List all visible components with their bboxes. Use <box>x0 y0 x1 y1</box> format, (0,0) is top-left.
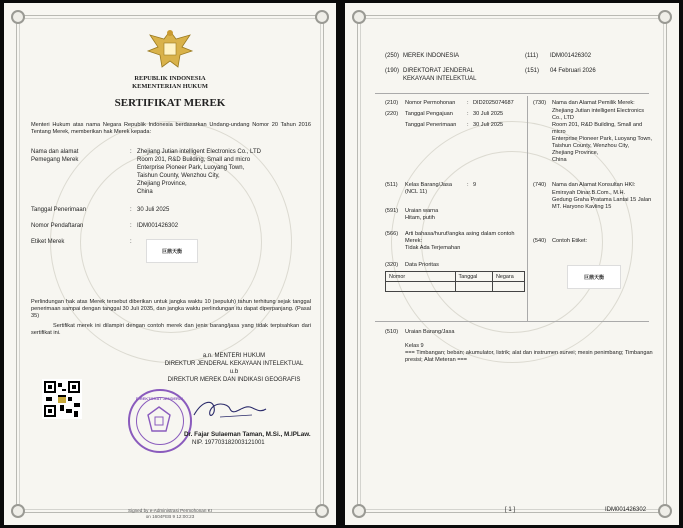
application-number-label: Nomor Permohonan <box>405 100 456 106</box>
mark-label: Etiket Merek <box>31 239 65 245</box>
translation-value: Tidak Ada Terjemahan <box>405 245 461 251</box>
colon: : <box>467 100 469 106</box>
colon: : <box>467 111 469 117</box>
owner-label: Nama dan alamat <box>31 149 79 155</box>
class-edition: (NCL 11) <box>405 189 428 195</box>
field-code: (210) <box>385 100 399 106</box>
field-code: (740) <box>533 182 547 188</box>
owner-line: Zhejiang Province, <box>137 181 187 187</box>
sample-label: Contoh Etiket: <box>552 238 588 244</box>
field-code: (511) <box>385 182 398 188</box>
owner-line: Co., LTD <box>552 115 574 121</box>
owner-line: Taishun County, Wenzhou City, <box>552 143 630 149</box>
corner-ornament <box>352 504 366 518</box>
field-code: (566) <box>385 231 399 237</box>
header-ministry: KEMENTERIAN HUKUM <box>132 83 208 90</box>
table-row <box>386 272 525 282</box>
header-republic: REPUBLIK INDONESIA <box>134 75 206 82</box>
corner-ornament <box>11 10 25 24</box>
owner-line: micro <box>552 129 566 135</box>
goods-class: Kelas 9 <box>405 343 424 349</box>
field-code: (220) <box>385 111 399 117</box>
page-number: [ 1 ] <box>505 507 516 513</box>
filing-date: 30 Juli 2025 <box>473 111 504 117</box>
application-number: DID2025074687 <box>473 100 514 106</box>
consultant-line: Gedung Graha Pratama Lantai 15 Jalan <box>552 197 652 203</box>
official-stamp <box>128 389 192 453</box>
class-value: 9 <box>473 182 477 188</box>
corner-ornament <box>658 504 672 518</box>
footer-signed-date: on 1604FEB 9 12:00:23 <box>145 514 195 519</box>
colon: : <box>467 182 469 188</box>
translation-label: Arti bahasa/huruf/angka asing dalam contoh <box>405 231 515 237</box>
consultant-line: MT. Haryono Kavling 15 <box>552 204 612 210</box>
owner-line: China <box>552 157 567 163</box>
colon: : <box>467 122 469 128</box>
footer-registration-number: IDM001426302 <box>605 507 647 513</box>
registration-label: Nomor Pendaftaran <box>31 223 84 229</box>
corner-ornament <box>352 10 366 24</box>
field-code: (540) <box>533 238 547 244</box>
signatory-line: u.b <box>229 369 239 375</box>
protection-text: Perlindungan hak atas Merek tersebut diberikan untuk jangka waktu 10 (sepuluh) tahun terhitung sejak tanggal penerimaan sampai dengan tanggal 30 Juli 2035, dan jangka waktu perlindungan itu dapat diperpanjang. (Pasal 35) <box>31 299 311 319</box>
divider <box>375 321 649 322</box>
divider <box>375 93 649 94</box>
field-code: (510) <box>385 329 399 335</box>
goods-label: Uraian Barang/Jasa <box>405 329 455 335</box>
signer-name: Dr. Fajar Sulaeman Taman, M.Si., M.IPLaw. <box>184 431 311 438</box>
signatory-line: a.n. MENTERI HUKUM <box>202 353 266 359</box>
qr-code-icon <box>42 379 82 419</box>
signer-nip: NIP. 197703182003121001 <box>192 440 265 446</box>
field-code: (730) <box>533 100 547 106</box>
colon: : <box>130 223 132 229</box>
owner-line: Enterprise Pioneer Park, Luoyang Town, <box>137 165 245 171</box>
handwritten-signature-icon <box>190 395 270 423</box>
trademark-label-image <box>146 239 198 263</box>
mark-country: MEREK INDONESIA <box>403 53 460 59</box>
registration-number: IDM001426302 <box>550 53 592 59</box>
stamp-text: DIREKTORAT JENDERAL <box>135 396 185 401</box>
goods-description: === Timbangan; beban; akumulator, listrik; alat dan instrumen survei; mesin penimbang; Timbangan <box>405 350 653 356</box>
signatory-line: DIREKTUR JENDERAL KEKAYAAN INTELEKTUAL <box>164 361 304 367</box>
owner-line: China <box>137 189 153 195</box>
office-name-2: KEKAYAAN INTELEKTUAL <box>403 76 477 82</box>
registration-number: IDM001426302 <box>137 223 179 229</box>
receipt-label: Tanggal Penerimaan <box>31 207 87 213</box>
field-code: (151) <box>525 68 540 74</box>
consultant-line: Emirsyah Dinar.B.Com., M.H. <box>552 190 626 196</box>
receipt-date-label: Tanggal Penerimaan <box>405 122 457 128</box>
colon: : <box>130 149 132 155</box>
owner-line: Zhejiang Province, <box>552 150 599 156</box>
trademark-text: 巨鼎天衡 <box>583 274 604 281</box>
garuda-emblem-icon <box>142 25 198 73</box>
intro-text: Menteri Hukum atas nama Negara Republik Indonesia berdasarkan Undang-undang Nomor 20 Tahun 2016 Tentang Merek, memberikan hak Merek kepada: <box>31 122 311 135</box>
corner-ornament <box>658 10 672 24</box>
priority-table <box>385 271 525 292</box>
owner-line: Zhejiang Jutian intelligent Electronics <box>552 108 645 114</box>
translation-label-2: Merek: <box>405 238 423 244</box>
column-divider <box>527 96 528 321</box>
owner-line: Taishun County, Wenzhou City, <box>137 173 220 179</box>
filing-date-label: Tanggal Pengajuan <box>405 111 453 117</box>
column-header: Nomor <box>386 272 456 282</box>
trademark-label-image <box>567 265 621 289</box>
signatory-line: DIREKTUR MEREK DAN INDIKASI GEOGRAFIS <box>167 377 301 383</box>
owner-label-2: Pemegang Merek <box>31 157 79 163</box>
corner-ornament <box>315 10 329 24</box>
class-label: Kelas Barang/Jasa <box>405 182 452 188</box>
field-code: (250) <box>385 53 400 59</box>
owner-line: Zhejiang Jutian intelligent Electronics Co., LTD <box>137 149 261 155</box>
field-code: (111) <box>525 53 539 59</box>
owner-line: Room 201, R&D Building, Small and micro <box>137 157 251 163</box>
ministry-emblem-icon <box>146 405 172 433</box>
color-value: Hitam, putih <box>405 215 435 221</box>
registration-date: 04 Februari 2026 <box>550 68 596 74</box>
column-header: Negara <box>493 272 525 282</box>
office-name: DIREKTORAT JENDERAL <box>403 68 475 74</box>
receipt-date: 30 Juli 2025 <box>473 122 504 128</box>
owner-line: Enterprise Pioneer Park, Luoyang Town, <box>552 136 653 142</box>
owner-line: Room 201, R&D Building, Small and <box>552 122 643 128</box>
trademark-text: 巨鼎天衡 <box>161 248 182 255</box>
column-header: Tanggal <box>455 272 493 282</box>
field-code: (320) <box>385 262 399 268</box>
colon: : <box>130 207 132 213</box>
goods-description-2: presisi; Alat Meteran === <box>405 357 468 363</box>
consultant-label: Nama dan Alamat Konsultan HKI: <box>552 182 636 188</box>
field-code: (190) <box>385 68 400 74</box>
priority-label: Data Prioritas <box>405 262 439 268</box>
footer-signed-by: Signed by e-Administrasi Permohonan KI <box>127 508 212 513</box>
color-label: Uraian warna <box>405 208 439 214</box>
receipt-date: 30 Juli 2025 <box>137 207 170 213</box>
owner-label: Nama dan Alamat Pemilik Merek: <box>552 100 635 106</box>
certificate-details-page <box>345 3 679 525</box>
colon: : <box>130 239 132 245</box>
page-title: SERTIFIKAT MEREK <box>114 97 226 109</box>
table-row <box>386 282 525 292</box>
field-code: (591) <box>385 208 399 214</box>
certificate-page <box>4 3 336 525</box>
attachment-note: Sertifikat merek ini dilampiri dengan contoh merek dan jenis barang/jasa yang tidak terpisahkan dari sertifikat ini. <box>31 323 311 336</box>
